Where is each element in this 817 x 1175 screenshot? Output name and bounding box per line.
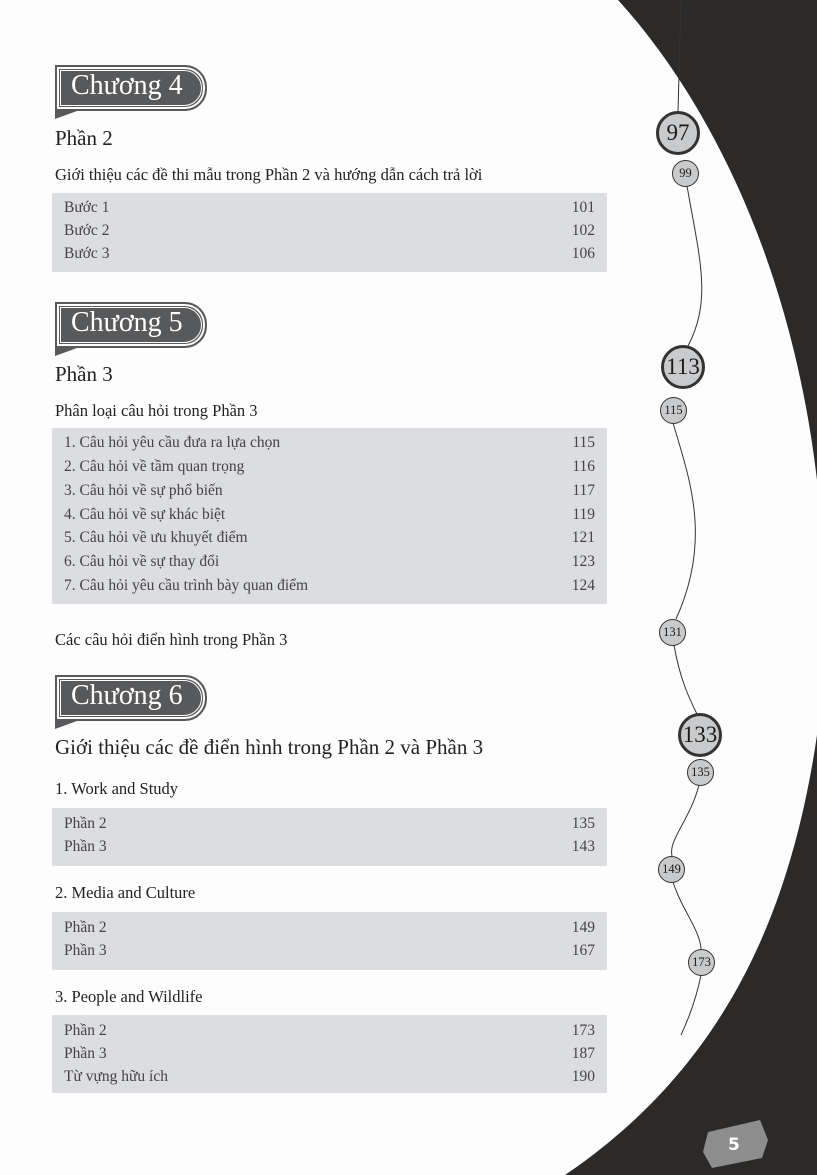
section-title: Giới thiệu các đề điển hình trong Phần 2 và Phần 3 xyxy=(55,735,484,759)
toc-row[interactable]: Phần 3 167 xyxy=(64,942,595,959)
timeline-marker: 131 xyxy=(659,619,686,646)
section-subtitle: Giới thiệu các đề thi mẫu trong Phần 2 và hướng dẫn cách trả lời xyxy=(55,165,483,184)
toc-box xyxy=(52,912,607,970)
timeline-marker: 99 xyxy=(672,160,699,187)
chapter-5-badge: Chương 5 xyxy=(55,302,207,348)
toc-row[interactable]: Phần 2 173 xyxy=(64,1022,595,1039)
badge-tail xyxy=(55,348,77,356)
chapter-4-badge: Chương 4 xyxy=(55,65,207,111)
toc-box xyxy=(52,1015,607,1093)
toc-row[interactable]: 5. Câu hỏi về ưu khuyết điểm 121 xyxy=(64,529,595,546)
section-title: Phần 3 xyxy=(55,362,113,386)
subsection-heading: 1. Work and Study xyxy=(55,779,179,798)
section-title: Phần 2 xyxy=(55,126,113,150)
dark-corner-top xyxy=(618,0,817,480)
toc-row[interactable]: Phần 3 187 xyxy=(64,1045,595,1062)
toc-row[interactable]: Phần 2 149 xyxy=(64,919,595,936)
toc-row[interactable]: Bước 3 106 xyxy=(64,245,595,262)
timeline-marker: 135 xyxy=(687,759,714,786)
page-number: 5 xyxy=(728,1135,740,1155)
toc-row[interactable]: Bước 1 101 xyxy=(64,199,595,216)
timeline-marker: 115 xyxy=(660,397,687,424)
toc-row[interactable]: 3. Câu hỏi về sự phổ biến 117 xyxy=(64,482,595,499)
badge-tail xyxy=(55,721,77,729)
toc-box xyxy=(52,808,607,866)
toc-box xyxy=(52,428,607,604)
timeline-marker-chapter: 133 xyxy=(678,713,722,757)
timeline-marker-chapter: 113 xyxy=(661,345,705,389)
badge-tail xyxy=(55,111,77,119)
toc-row[interactable]: 2. Câu hỏi về tầm quan trọng 116 xyxy=(64,458,595,475)
timeline-marker: 149 xyxy=(658,856,685,883)
toc-row[interactable]: Phần 3 143 xyxy=(64,838,595,855)
timeline-marker-chapter: 97 xyxy=(656,111,700,155)
toc-row[interactable]: 1. Câu hỏi yêu cầu đưa ra lựa chọn 115 xyxy=(64,434,595,451)
toc-box xyxy=(52,193,607,272)
subsection-heading: 3. People and Wildlife xyxy=(55,987,203,1006)
toc-entry[interactable]: Các câu hỏi điển hình trong Phần 3 xyxy=(55,630,288,649)
toc-row[interactable]: Bước 2 102 xyxy=(64,222,595,239)
toc-row[interactable]: 7. Câu hỏi yêu cầu trình bày quan điểm 124 xyxy=(64,577,595,594)
timeline-marker: 173 xyxy=(688,949,715,976)
subsection-heading: 2. Media and Culture xyxy=(55,883,196,902)
toc-row[interactable]: 4. Câu hỏi về sự khác biệt 119 xyxy=(64,506,595,523)
section-subtitle: Phân loại câu hỏi trong Phần 3 xyxy=(55,401,258,420)
toc-row[interactable]: Từ vựng hữu ích 190 xyxy=(64,1068,595,1085)
toc-row[interactable]: Phần 2 135 xyxy=(64,815,595,832)
chapter-6-badge: Chương 6 xyxy=(55,675,207,721)
toc-row[interactable]: 6. Câu hỏi về sự thay đổi 123 xyxy=(64,553,595,570)
